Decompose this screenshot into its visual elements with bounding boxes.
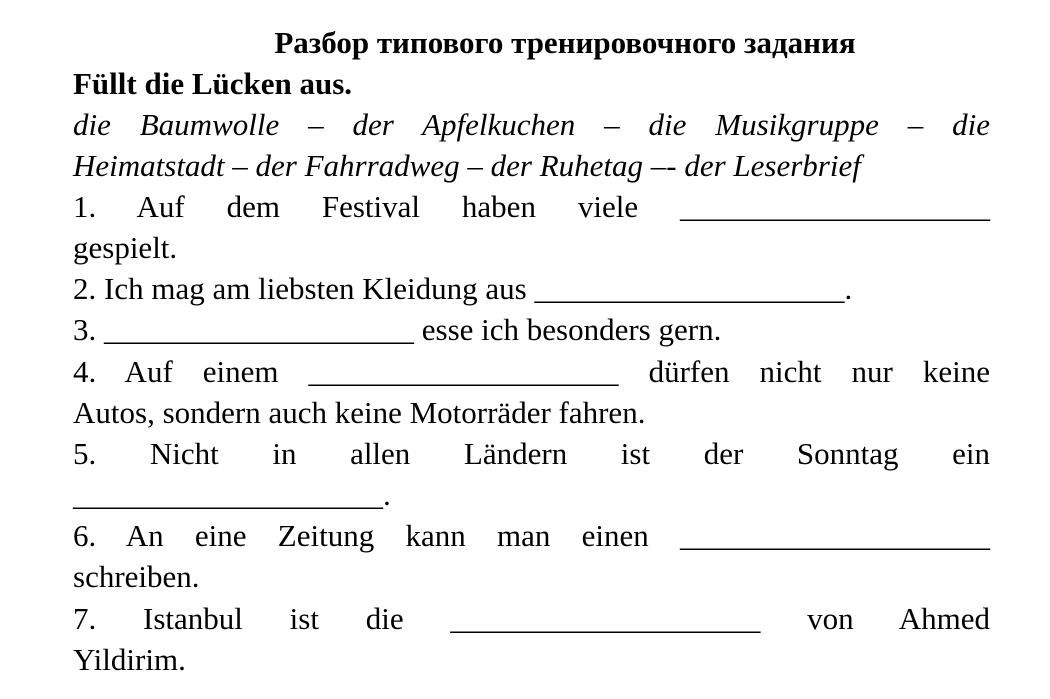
exercise-item-6-line-1: 6. An eine Zeitung kann man einen ____________________ — [73, 518, 990, 553]
exercise-item-3: 3. ____________________ esse ich besonders gern. — [73, 312, 722, 347]
exercise-item-7-line-1: 7. Istanbul ist die ____________________ von Ahmed — [73, 601, 990, 636]
exercise-item-4-line-1: 4. Auf einem ____________________ dürfen nicht nur keine — [73, 354, 990, 389]
exercise-item-7-line-2: Yildirim. — [73, 642, 186, 677]
word-bank-line-1: die Baumwolle – der Apfelkuchen – die Musikgruppe – die — [73, 107, 990, 142]
exercise-item-5-line-2: ____________________. — [73, 477, 391, 512]
exercise-item-2: 2. Ich mag am liebsten Kleidung aus ____________________. — [73, 271, 853, 306]
page-title: Разбор типового тренировочного задания — [274, 25, 856, 60]
exercise-item-5-line-1: 5. Nicht in allen Ländern ist der Sonntag ein — [73, 436, 990, 471]
instruction-heading: Füllt die Lücken aus. — [73, 66, 353, 101]
exercise-item-1-line-2: gespielt. — [73, 230, 178, 265]
exercise-item-4-line-2: Autos, sondern auch keine Motorräder fahren. — [73, 395, 646, 430]
word-bank-line-2: Heimatstadt – der Fahrradweg – der Ruhetag –- der Leserbrief — [73, 148, 861, 183]
exercise-item-6-line-2: schreiben. — [73, 559, 200, 594]
exercise-item-1-line-1: 1. Auf dem Festival haben viele ____________________ — [73, 189, 990, 224]
